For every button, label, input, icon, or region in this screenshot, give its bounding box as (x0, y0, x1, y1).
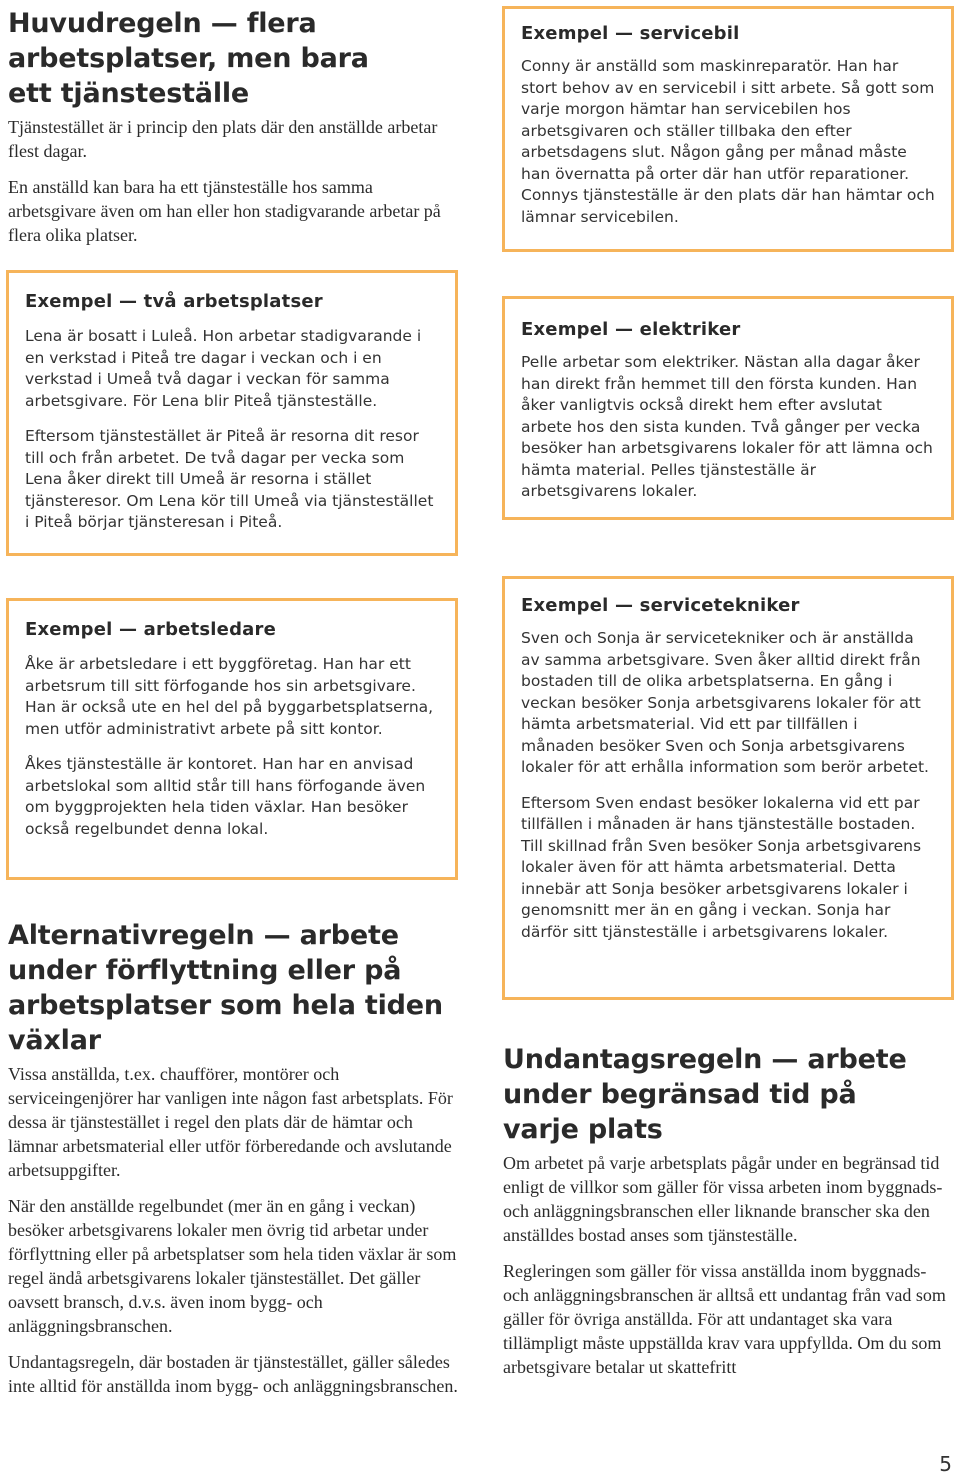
paragraph: En anställd kan bara ha ett tjänsteställe hos samma arbetsgivare även om han eller hon stadigvarande arbetar på flera olika platser. (8, 177, 441, 245)
example-box-servicebil (502, 6, 954, 252)
paragraph: Om arbetet på varje arbetsplats pågår under en begränsad tid enligt de villkor som gäller för vissa arbeten inom byggnads- och anläggningsbranschen eller liknande branscher ska den anställdes bostad anses som tjänsteställe. (503, 1153, 943, 1245)
example-box-arbetsledare (6, 598, 458, 880)
section-undantagsregeln (503, 1042, 951, 1391)
box-title: Exempel — två arbetsplatser (25, 291, 323, 312)
box-title: Exempel — elektriker (521, 319, 741, 340)
example-box-tva-arbetsplatser (6, 270, 458, 556)
paragraph: Vissa anställda, t.ex. chaufförer, montörer och serviceingenjörer har vanligen inte någon fast arbetsplats. För dessa är tjänstestället i regel den plats där de hämtar och lämnar arbetsmaterial eller utför förberedande och avslutande arbetsuppgifter. (8, 1064, 453, 1180)
box-paragraph: Åkes tjänsteställe är kontoret. Han har en anvisad arbetslokal som alltid står till hans förfogande även om byggprojekten hela tiden växlar. Han besöker också regelbundet denna lokal. (25, 755, 426, 838)
box-paragraph: Sven och Sonja är servicetekniker och är anställda av samma arbetsgivare. Sven åker alltid direkt från bostaden till de olika arbetsplatserna. En gång i veckan besöker Sonja arbetsgivarens lokaler för att hämta arbetsmaterial. Vid ett par tillfällen i månaden besöker Sven och Sonja arbetsgivarens lokaler för att erhålla information som berör arbetet. (521, 629, 929, 776)
box-title: Exempel — arbetsledare (25, 619, 276, 640)
paragraph: Tjänstestället är i princip den plats där den anställde arbetar flest dagar. (8, 117, 438, 161)
section-alternativregeln (8, 918, 460, 1410)
box-title: Exempel — servicebil (521, 23, 740, 44)
example-box-elektriker (502, 296, 954, 520)
paragraph: Regleringen som gäller för vissa anställda inom byggnads- och anläggningsbranschen är alltså ett undantag från vad som gäller för övriga anställda. För att undantaget ska vara tillämpligt måste uppställda krav vara uppfyllda. Om du som arbetsgivare betalar ut skattefritt (503, 1261, 946, 1377)
page-number: 5 (939, 1452, 952, 1476)
paragraph: Undantagsregeln, där bostaden är tjänstestället, gäller således inte alltid för anställda inom bygg- och anläggningsbranschen. (8, 1352, 458, 1396)
box-paragraph: Eftersom Sven endast besöker lokalerna vid ett par tillfällen i månaden är hans tjänsteställe bostaden. Till skillnad från Sven besöker Sonja arbetsgivarens lokaler även för att hämta arbetsmaterial. Detta innebär att Sonja besöker arbetsgivarens lokaler i genomsnitt mer än en gång i veckan. Sonja har därför sitt tjänsteställe i arbetsgivarens lokaler. (521, 793, 922, 941)
box-paragraph: Conny är anställd som maskinreparatör. Han har stort behov av en servicebil i sitt arbete. Så gott som varje morgon hämtar han servicebilen hos arbetsgivaren och ställer tillbaka den efter arbetsdagens slut. Någon gång per månad måste han övernatta på orter där han utför reparationer. Connys tjänsteställe är den plats där han hämtar och lämnar servicebilen. (521, 57, 935, 226)
box-paragraph: Lena är bosatt i Luleå. Hon arbetar stadigvarande i en verkstad i Piteå tre dagar i veckan och i en verkstad i Umeå två dagar i veckan för samma arbetsgivare. För Lena blir Piteå tjänsteställe. (25, 327, 422, 410)
box-paragraph: Eftersom tjänstestället är Piteå är resorna dit resor till och från arbetet. De två dagar per vecka som Lena åker direkt till Umeå är resorna i stället tjänsteresor. Om Lena kör till Umeå via tjänstestället i Piteå börjar tjänsteresan i Piteå. (25, 427, 434, 531)
box-paragraph: Åke är arbetsledare i ett byggföretag. Han har ett arbetsrum till sitt förfogande hos sin arbetsgivare. Han är också ute en hel del på byggarbetsplatserna, men utför administrativt arbete på sitt kontor. (25, 655, 434, 738)
section-title: Huvudregeln — flera arbetsplatser, men bara ett tjänsteställe (8, 8, 369, 109)
section-title: Alternativregeln — arbete under förflyttning eller på arbetsplatser som hela tiden växlar (8, 920, 443, 1056)
box-paragraph: Pelle arbetar som elektriker. Nästan alla dagar åker han direkt från hemmet till den första kunden. Han åker vanligtvis också direkt hem efter avslutat arbete hos den sista kunden. Två gånger per vecka besöker han arbetsgivarens lokaler för att lämna och hämta material. Pelles tjänsteställe är arbetsgivarens lokaler. (521, 353, 933, 500)
paragraph: När den anställde regelbundet (mer än en gång i veckan) besöker arbetsgivarens lokaler men övrig tid arbetar under förflyttning eller på arbetsplatser som hela tiden växlar är som regel ändå arbetsgivarens lokaler tjänstestället. Det gäller oavsett bransch, d.v.s. även inom bygg- och anläggningsbranschen. (8, 1196, 457, 1336)
section-huvudregeln (8, 6, 460, 259)
section-title: Undantagsregeln — arbete under begränsad tid på varje plats (503, 1044, 907, 1145)
example-box-servicetekniker (502, 576, 954, 1000)
box-title: Exempel — servicetekniker (521, 595, 800, 616)
